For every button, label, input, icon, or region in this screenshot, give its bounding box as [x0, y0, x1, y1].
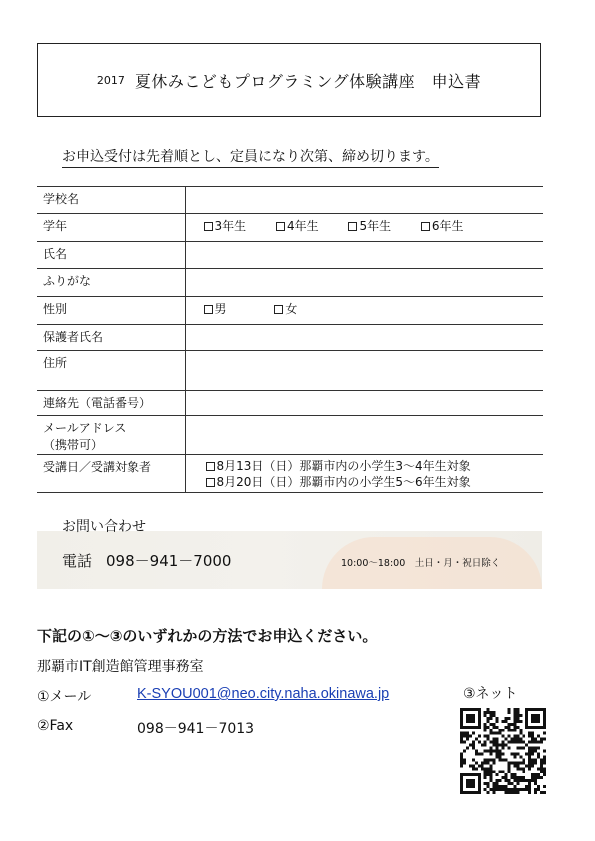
guardian-label: 保護者氏名 [37, 325, 185, 351]
gender-label: 性別 [37, 297, 185, 325]
session-field [185, 455, 543, 493]
checkbox-icon[interactable] [204, 222, 213, 231]
mail-label: ①メール [37, 689, 92, 705]
contact-phone-number: 098－941－7000 [106, 552, 232, 570]
grade-field [185, 214, 543, 242]
grade-label: 学年 [37, 214, 185, 242]
address-label: 住所 [37, 351, 185, 391]
contact-hours: 10:00～18:00 土日・月・祝日除く [341, 558, 501, 569]
gender-field [185, 297, 543, 325]
email-label [37, 416, 185, 455]
mail-link[interactable]: K-SYOU001@neo.city.naha.okinawa.jp [137, 686, 390, 702]
gender-option-male[interactable]: 男 [204, 300, 227, 317]
email-field[interactable] [185, 416, 543, 455]
guardian-field[interactable] [185, 325, 543, 351]
phone-label: 連絡先（電話番号） [37, 391, 185, 416]
grade-option-5[interactable]: 5年生 [348, 217, 391, 234]
title-year: 2017 [96, 73, 125, 87]
notice-text: お申込受付は先着順とし、定員になり次第、締め切ります。 [62, 146, 439, 168]
name-field[interactable] [185, 242, 543, 269]
checkbox-icon[interactable] [274, 305, 283, 314]
furigana-field[interactable] [185, 269, 543, 297]
school-label: 学校名 [37, 187, 185, 214]
contact-phone-label: 電話 [62, 552, 93, 570]
email-label-line2: （携帯可） [43, 438, 104, 452]
school-field[interactable] [185, 187, 543, 214]
qr-code-icon[interactable] [460, 708, 546, 794]
application-form [37, 186, 543, 493]
apply-heading: 下記の①～③のいずれかの方法でお申込ください。 [37, 627, 378, 645]
fax-number: 098－941－7013 [137, 721, 255, 737]
phone-field[interactable] [185, 391, 543, 416]
checkbox-icon[interactable] [421, 222, 430, 231]
checkbox-icon[interactable] [348, 222, 357, 231]
grade-option-4[interactable]: 4年生 [276, 217, 319, 234]
contact-title: お問い合わせ [62, 519, 146, 535]
checkbox-icon[interactable] [276, 222, 285, 231]
page-title: 夏休みこどもプログラミング体験講座 申込書 [134, 71, 482, 91]
furigana-label: ふりがな [37, 269, 185, 297]
title-box [37, 43, 541, 117]
fax-label: ②Fax [37, 718, 74, 734]
session-option-2[interactable]: 8月20日（日）那覇市内の小学生5～6年生対象 [206, 474, 544, 490]
contact-phone [62, 550, 231, 571]
grade-option-6[interactable]: 6年生 [421, 217, 464, 234]
name-label: 氏名 [37, 242, 185, 269]
address-field[interactable] [185, 351, 543, 391]
checkbox-icon[interactable] [206, 462, 215, 471]
checkbox-icon[interactable] [204, 305, 213, 314]
gender-option-female[interactable]: 女 [274, 300, 297, 317]
net-label: ③ネット [463, 686, 518, 702]
email-label-line1: メールアドレス [43, 421, 127, 435]
grade-option-3[interactable]: 3年生 [204, 217, 247, 234]
checkbox-icon[interactable] [206, 478, 215, 487]
session-label: 受講日／受講対象者 [37, 455, 185, 493]
session-option-1[interactable]: 8月13日（日）那覇市内の小学生3～4年生対象 [206, 458, 544, 474]
office-name: 那覇市IT創造館管理事務室 [37, 659, 204, 675]
